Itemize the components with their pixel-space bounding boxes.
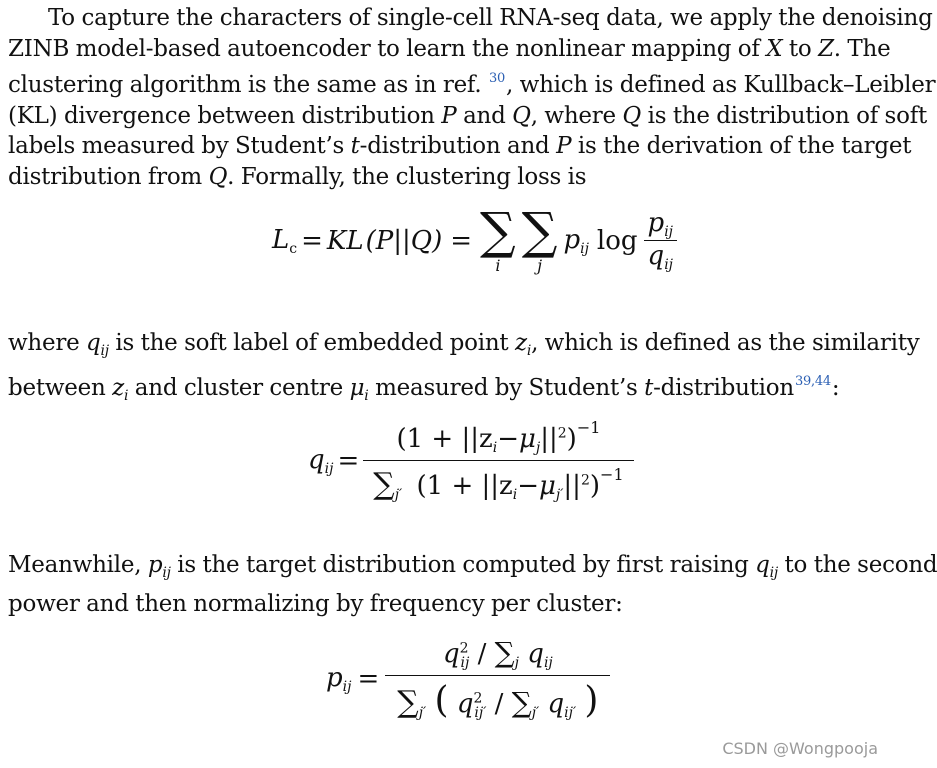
paragraph-target-distribution bbox=[8, 550, 937, 619]
text-line: Meanwhile, $p_{ij}$ is the target distribution computed by first raising $q_{ij}$ to the second bbox=[8, 552, 937, 581]
text-line: To capture the characters of single-cell RNA-seq data, we apply the denoising bbox=[48, 5, 933, 31]
fraction-p-over-q: $\frac{p_{ij}}{q_{ij}}$ bbox=[644, 208, 677, 273]
watermark: CSDN @Wongpooja bbox=[722, 739, 878, 758]
citation-link[interactable]: 30 bbox=[489, 71, 506, 86]
paragraph-soft-label bbox=[8, 328, 920, 411]
equation-soft-assignment: $q_{ij}$ = $\frac{(1 + ||z_i-\mu_j||^2)^{-1}}{\sum_{j'} (1 + ||z_i-\mu_{j'}||^2)^{-1}}$ bbox=[308, 418, 634, 503]
text-line: ZINB model-based autoencoder to learn the nonlinear mapping of X to Z. The bbox=[8, 35, 891, 62]
citation-link[interactable]: 39,44 bbox=[794, 373, 831, 389]
text-line: power and then normalizing by frequency per cluster: bbox=[8, 590, 623, 617]
text-line: (KL) divergence between distribution P and Q, where Q is the distribution of soft bbox=[8, 102, 927, 129]
sum-i: ∑ i bbox=[480, 202, 516, 275]
text-line: between $z_i$ and cluster centre $\mu_i$ measured by Student’s t-distribution$^{39,44}$: bbox=[8, 373, 840, 404]
equation-target-distribution: $p_{ij}$ = $q^2_{ij} / \sum_j$ $q_{ij}$ $\sum_{j'}$ ( $q^2_{ij'} / \sum_{j'}$ $q_{ij'}$ ) bbox=[326, 636, 610, 721]
text-line: where $q_{ij}$ is the soft label of embedded point $z_i$, which is defined as the similarity bbox=[8, 330, 920, 359]
fraction-target: $q^2_{ij} / \sum_j$ $q_{ij}$ $\sum_{j'}$ ( $q^2_{ij'} / \sum_{j'}$ $q_{ij'}$ ) bbox=[385, 636, 610, 721]
text-line: distribution from Q. Formally, the clustering loss is bbox=[8, 163, 587, 190]
equation-kl-loss: $L_c$ = KL (P||Q) = ∑ i ∑ j $p_{ij}$ log $\frac{p_{ij}}{q_{ij}}$ bbox=[272, 206, 677, 275]
sum-j: ∑ j bbox=[521, 202, 558, 275]
text-line: clustering algorithm is the same as in ref. $^{30}$, which is defined as Kullback–Leibler bbox=[8, 71, 936, 98]
paragraph-intro bbox=[8, 3, 936, 192]
fraction-student-t: $\frac{(1 + ||z_i-\mu_j||^2)^{-1}}{\sum_{j'} (1 + ||z_i-\mu_{j'}||^2)^{-1}}$ bbox=[363, 418, 633, 503]
text-line: labels measured by Student’s t-distribution and P is the derivation of the target bbox=[8, 133, 912, 159]
